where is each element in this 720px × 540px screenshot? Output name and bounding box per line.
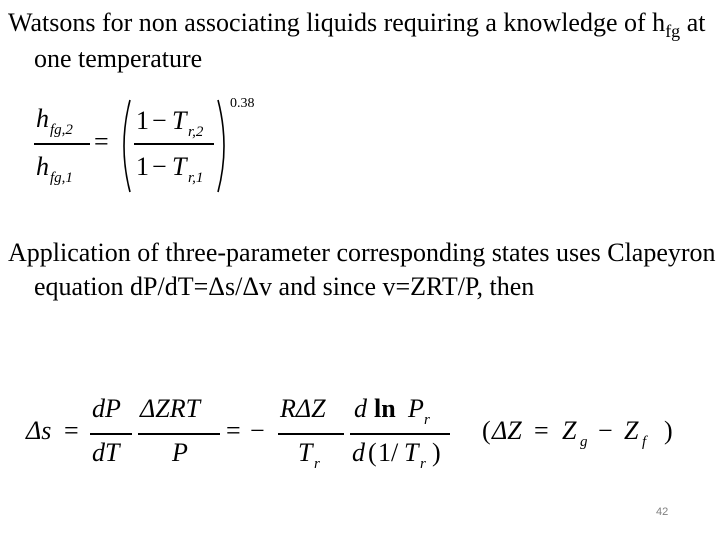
page-number: 42: [656, 506, 669, 518]
z-g-sub: g: [580, 434, 588, 450]
paragraph-application: Application of three-parameter corresponding states uses Clapeyron equation dP/dT=Δs/Δv and since v=ZRT/P, then: [8, 238, 716, 301]
paragraph-watsons: [8, 6, 720, 76]
lhs-num-sub: fg,2: [50, 122, 73, 138]
den-close-paren: ): [432, 438, 441, 467]
minus-sign: −: [250, 416, 265, 445]
rhs-den-sub: r,1: [188, 170, 204, 186]
z-g: Z: [562, 416, 577, 445]
ln-operator: ln: [374, 394, 396, 423]
paragraph-text: Watsons for non associating liquids requiring a knowledge of h: [8, 8, 666, 37]
rhs-den-var: T: [172, 152, 187, 181]
dt-denominator: dT: [92, 438, 120, 467]
lhs-den-sub: fg,1: [50, 170, 73, 186]
tr-den-var: T: [298, 438, 313, 467]
clapeyron-equation: [26, 388, 696, 478]
subscript-fg: fg: [665, 21, 681, 41]
lhs-den-var: h: [36, 152, 49, 181]
rhs-den-minus: −: [152, 152, 167, 181]
z-f: Z: [624, 416, 639, 445]
paren-close: ): [664, 416, 673, 445]
fraction-bar-dpdt: [90, 433, 132, 435]
watson-equation: [30, 94, 280, 194]
rdz-numerator: RΔZ: [280, 394, 326, 423]
rhs-num-minus: −: [152, 106, 167, 135]
pr-sub: r: [424, 412, 430, 428]
z-f-sub: f: [642, 434, 647, 450]
exponent: 0.38: [230, 96, 255, 111]
equals-sign-1: =: [64, 416, 79, 445]
d-numerator: d: [354, 394, 367, 423]
dp-numerator: dP: [92, 394, 121, 423]
den-t-var: T: [404, 438, 419, 467]
delta-s: Δs: [26, 416, 52, 445]
left-paren-large: [116, 98, 134, 194]
paren-equals: =: [534, 416, 549, 445]
equals-sign-2: =: [226, 416, 241, 445]
lhs-fraction-bar: [34, 143, 90, 145]
fraction-bar-dlnpr: [350, 433, 450, 435]
rhs-num-one: 1: [136, 106, 149, 135]
den-t-sub: r: [420, 456, 426, 472]
rhs-fraction-bar: [134, 143, 214, 145]
delta-z: ΔZ: [492, 416, 522, 445]
paren-minus: −: [598, 416, 613, 445]
fraction-bar-rdz: [278, 433, 344, 435]
den-one-over: 1/: [378, 438, 399, 467]
paren-open: (: [482, 416, 491, 445]
lhs-num-var: h: [36, 104, 49, 133]
p-denominator: P: [172, 438, 188, 467]
rhs-num-sub: r,2: [188, 124, 204, 140]
dzrt-numerator: ΔZRT: [140, 394, 201, 423]
rhs-den-one: 1: [136, 152, 149, 181]
fraction-bar-dzrt: [138, 433, 220, 435]
paragraph-text-end: at one temperature: [34, 8, 706, 73]
den-open-paren: (: [368, 438, 377, 467]
pr-var: P: [408, 394, 424, 423]
tr-den-sub: r: [314, 456, 320, 472]
equals-sign: =: [94, 127, 109, 156]
right-paren-large: [214, 98, 232, 194]
d-denominator: d: [352, 438, 365, 467]
rhs-num-var: T: [172, 106, 187, 135]
